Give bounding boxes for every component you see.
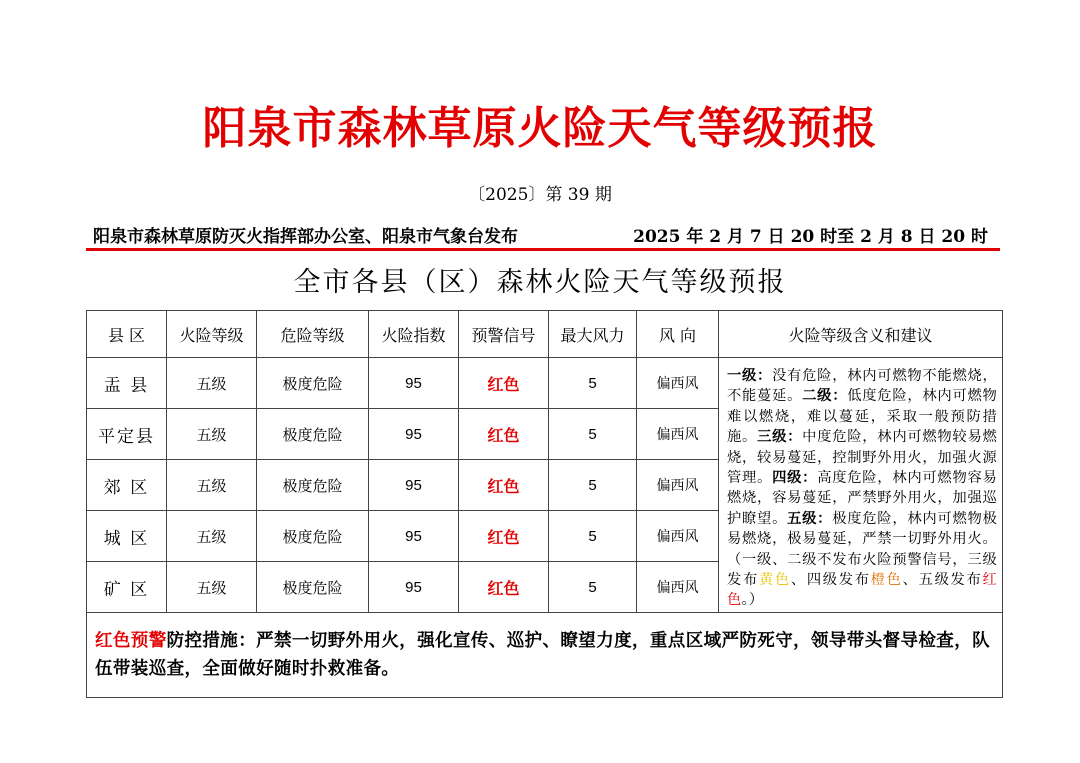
fire-level-cell: 五级 — [167, 358, 257, 409]
fire-level-cell: 五级 — [167, 409, 257, 460]
level-1-label: 一级： — [727, 368, 773, 384]
wind-dir-cell: 偏西风 — [637, 358, 719, 409]
measures-text: 防控措施：严禁一切野外用火，强化宣传、巡护、瞭望力度，重点区域严防死守，领导带头督导检查，队伍带装巡查，全面做好随时扑救准备。 — [95, 631, 991, 679]
col-header-meaning: 火险等级含义和建议 — [719, 311, 1003, 358]
publisher: 阳泉市森林草原防灭火指挥部办公室、阳泉市气象台发布 — [93, 227, 518, 247]
red-warning-label: 红色预警 — [95, 631, 167, 651]
level-2-label: 二级： — [802, 388, 848, 405]
danger-cell: 极度危险 — [257, 460, 369, 511]
level-1-text: 没有危险，林内可燃物不能燃烧，不能蔓延。 — [727, 368, 997, 405]
signal-cell: 红色 — [459, 409, 549, 460]
page-title: 阳泉市森林草原火险天气等级预报 — [202, 103, 878, 154]
signal-cell: 红色 — [459, 562, 549, 613]
prevention-measures — [87, 613, 1003, 698]
level-3-publish: 三级发布 — [727, 551, 997, 589]
index-cell: 95 — [369, 358, 459, 409]
level-meaning-note — [719, 358, 1003, 613]
red-divider — [86, 248, 1000, 251]
fire-level-cell: 五级 — [167, 460, 257, 511]
county-cell: 平定县 — [87, 409, 167, 460]
level-4-label: 四级： — [772, 470, 818, 487]
level-4-text: 高度危险，林内可燃物容易燃烧，容易蔓延，严禁野外用火，加强巡护瞭望。 — [727, 470, 997, 527]
wind-dir-cell: 偏西风 — [637, 511, 719, 562]
fire-level-cell: 五级 — [167, 511, 257, 562]
level-3-text: 中度危险，林内可燃物较易燃烧，较易蔓延，控制野外用火，加强火源管理。 — [727, 429, 997, 487]
wind-force-cell: 5 — [549, 358, 637, 409]
separator: 、 — [790, 572, 807, 589]
col-header-wind-force: 最大风力 — [549, 311, 637, 358]
index-cell: 95 — [369, 409, 459, 460]
yellow-signal-text: 黄色 — [758, 572, 791, 589]
table-subtitle: 全市各县（区）森林火险天气等级预报 — [293, 267, 787, 298]
note-end: 。） — [741, 592, 764, 609]
signal-cell: 红色 — [459, 358, 549, 409]
col-header-wind-dir: 风 向 — [637, 311, 719, 358]
table-row — [87, 358, 1003, 409]
danger-cell: 极度危险 — [257, 562, 369, 613]
index-cell: 95 — [369, 511, 459, 562]
col-header-signal: 预警信号 — [459, 311, 549, 358]
level-4-publish: 四级发布 — [806, 572, 871, 589]
county-cell: 矿 区 — [87, 562, 167, 613]
county-cell: 郊 区 — [87, 460, 167, 511]
county-cell: 城 区 — [87, 511, 167, 562]
wind-dir-cell: 偏西风 — [637, 409, 719, 460]
wind-force-cell: 5 — [549, 460, 637, 511]
issue-number: 〔2025〕第 39 期 — [468, 185, 612, 205]
fire-level-cell: 五级 — [167, 562, 257, 613]
level-5-text: 极度危险，林内可燃物极易燃烧，极易蔓延，严禁一切野外用火。（一级、二级不发布火险预警信号， — [727, 510, 997, 568]
wind-force-cell: 5 — [549, 511, 637, 562]
level-5-label: 五级： — [787, 510, 833, 527]
index-cell: 95 — [369, 562, 459, 613]
danger-cell: 极度危险 — [257, 511, 369, 562]
index-cell: 95 — [369, 460, 459, 511]
forecast-period: 2025 年 2 月 7 日 20 时至 2 月 8 日 20 时 — [633, 227, 988, 247]
wind-force-cell: 5 — [549, 409, 637, 460]
col-header-fire-level: 火险等级 — [167, 311, 257, 358]
orange-signal-text: 橙色 — [870, 572, 903, 589]
level-2-text: 低度危险，林内可燃物难以燃烧，难以蔓延，采取一般预防措施。 — [727, 388, 998, 446]
forecast-table — [86, 310, 1003, 698]
wind-dir-cell: 偏西风 — [637, 562, 719, 613]
col-header-index: 火险指数 — [369, 311, 459, 358]
col-header-danger: 危险等级 — [257, 311, 369, 358]
level-5-publish: 、五级发布 — [902, 572, 983, 589]
county-cell: 盂 县 — [87, 358, 167, 409]
table-header-row — [87, 311, 1003, 358]
level-3-label: 三级： — [757, 429, 803, 446]
danger-cell: 极度危险 — [257, 409, 369, 460]
col-header-county: 县 区 — [87, 311, 167, 358]
red-signal-text: 红色 — [727, 572, 997, 609]
wind-force-cell: 5 — [549, 562, 637, 613]
wind-dir-cell: 偏西风 — [637, 460, 719, 511]
measure-row — [87, 613, 1003, 698]
signal-cell: 红色 — [459, 511, 549, 562]
signal-cell: 红色 — [459, 460, 549, 511]
danger-cell: 极度危险 — [257, 358, 369, 409]
